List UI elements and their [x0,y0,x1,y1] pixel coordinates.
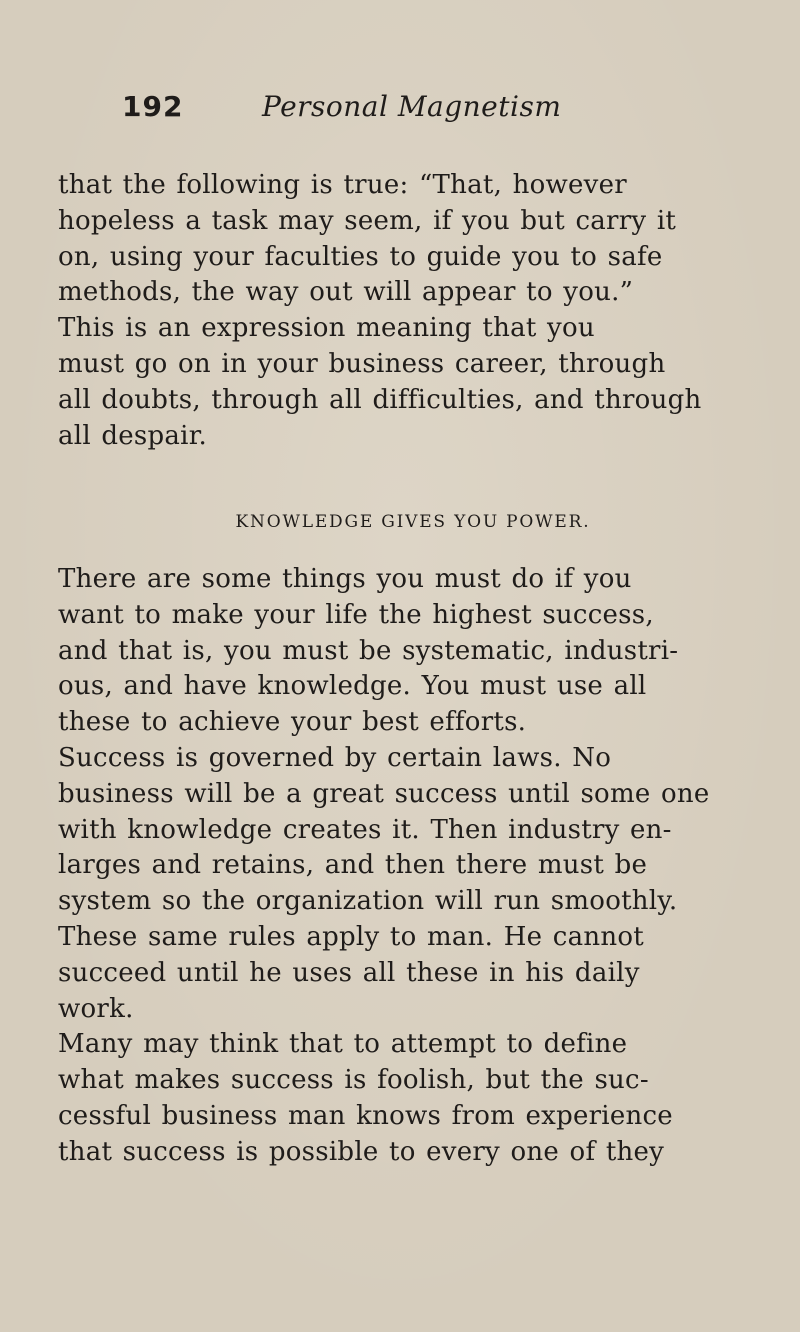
paragraph [58,1027,748,1170]
text-line: all despair. [58,420,208,451]
text-line: business will be a great success until some one [58,778,710,809]
section-heading: KNOWLEDGE GIVES YOU POWER. [235,512,591,532]
text-line: There are some things you must do if you [58,564,632,594]
page-header [122,90,742,140]
text-line: that success is possible to every one of they [58,1136,665,1167]
text-line: hopeless a task may seem, if you but carry it [58,205,677,236]
text-line: that the following is true: “That, however [58,170,627,200]
text-line: ous, and have knowledge. You must use all [58,671,647,702]
text-line: with knowledge creates it. Then industry en- [58,814,672,845]
paragraph [58,168,748,311]
text-line: These same rules apply to man. He cannot [58,921,644,952]
text-line: cessful business man knows from experience [58,1100,673,1131]
text-block-top [58,168,748,454]
text-line: these to achieve your best efforts. [58,707,527,738]
text-block-bottom [58,562,748,1171]
text-line: want to make your life the highest success, [58,599,654,630]
text-line: larges and retains, and then there must be [58,850,648,881]
text-line: work. [58,993,134,1024]
running-head: Personal Magnetism [262,90,562,123]
text-line: system so the organization will run smoothly. [58,886,678,917]
text-line: succeed until he uses all these in his daily [58,957,640,988]
text-line: must go on in your business career, through [58,348,666,379]
paragraph [58,562,748,741]
paragraph [58,920,748,1027]
paragraph [58,311,748,454]
text-line: methods, the way out will appear to you.” [58,277,634,308]
text-line: This is an expression meaning that you [58,313,595,344]
text-line: all doubts, through all difficulties, and through [58,384,702,415]
text-line: Many may think that to attempt to define [58,1029,628,1060]
page-number: 192 [122,90,184,123]
paragraph [58,741,748,920]
text-line: Success is governed by certain laws. No [58,742,612,773]
text-line: and that is, you must be systematic, industri- [58,635,679,666]
text-line: what makes success is foolish, but the suc- [58,1065,649,1096]
text-line: on, using your faculties to guide you to safe [58,241,663,272]
